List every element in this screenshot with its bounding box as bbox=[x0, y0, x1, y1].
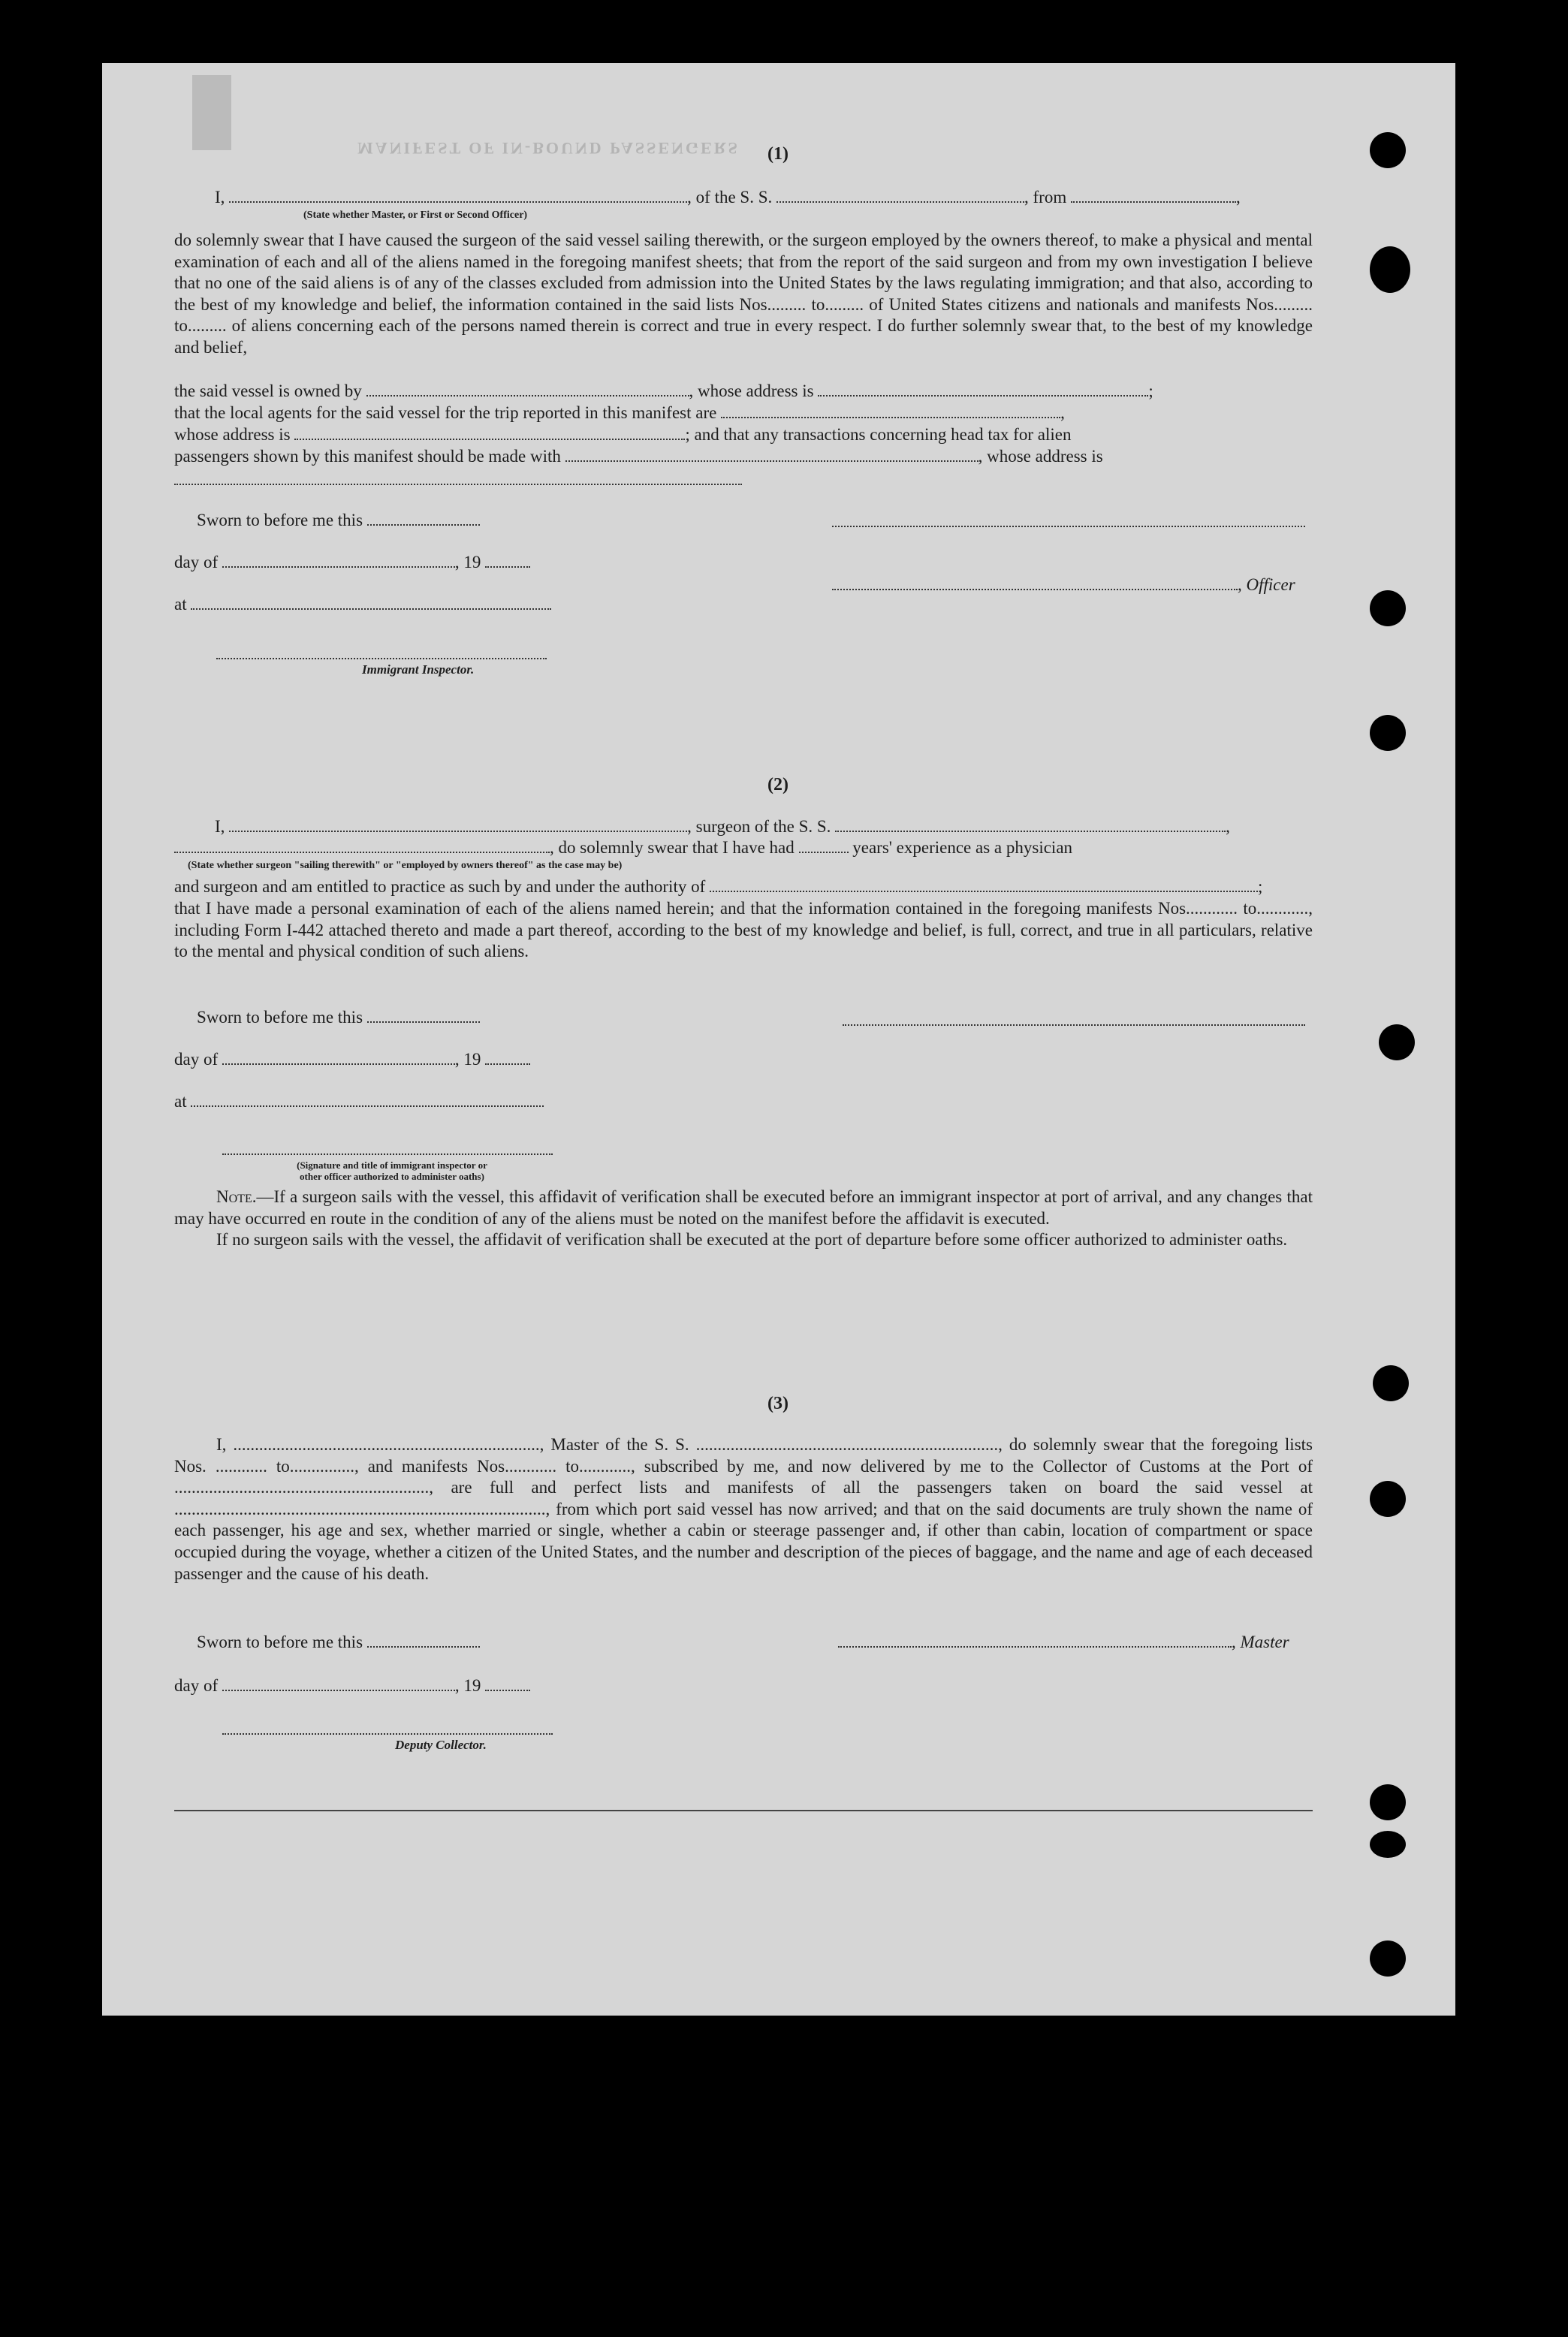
s1-address-line bbox=[174, 484, 742, 485]
s2-line2: , do solemnly swear that I have had years' experience as a physician bbox=[174, 838, 1072, 858]
s2-sworn: Sworn to before me this bbox=[197, 1008, 480, 1027]
s2-inspector-line bbox=[222, 1153, 553, 1155]
s3-collector-line bbox=[222, 1733, 553, 1735]
s3-sworn: Sworn to before me this bbox=[197, 1633, 480, 1652]
s3-master: , Master bbox=[838, 1633, 1289, 1652]
s3-day: day of , 19 bbox=[174, 1676, 530, 1696]
punch-hole bbox=[1370, 590, 1406, 626]
punch-hole bbox=[1370, 1831, 1406, 1858]
s1-agents: that the local agents for the said vessel for the trip reported in this manifest are , bbox=[174, 403, 1065, 422]
s1-officer: , Officer bbox=[832, 575, 1295, 595]
s2-surgeon-signature-line bbox=[843, 1024, 1305, 1026]
s1-passengers: passengers shown by this manifest should be made with , whose address is bbox=[174, 447, 1103, 466]
s2-sig-caption-1: (Signature and title of immigrant inspector or bbox=[297, 1159, 487, 1171]
s1-caption: (State whether Master, or First or Second Officer) bbox=[303, 210, 528, 221]
punch-hole bbox=[1379, 1024, 1415, 1060]
section-3-heading: (3) bbox=[767, 1394, 789, 1413]
s2-day: day of , 19 bbox=[174, 1050, 530, 1069]
s2-authority: and surgeon and am entitled to practice as such by and under the authority of ; bbox=[174, 877, 1263, 896]
s3-collector-caption: Deputy Collector. bbox=[395, 1738, 487, 1752]
s2-note-2: If no surgeon sails with the vessel, the affidavit of verification shall be executed at the port of departure before some officer authorized to administer oaths. bbox=[216, 1230, 1288, 1250]
s1-inspector-caption: Immigrant Inspector. bbox=[362, 662, 475, 677]
punch-hole bbox=[1370, 1481, 1406, 1517]
s2-body: that I have made a personal examination of each of the aliens named herein; and that the information contained in the foregoing manifests Nos............ to............, including Form I-442 attached thereto and made a part thereof, according to the best of my knowledge and belief, is full, correct, and true in all particulars, relative to the mental and physical condition of such aliens. bbox=[174, 899, 1313, 961]
s1-day: day of , 19 bbox=[174, 553, 530, 572]
s2-caption: (State whether surgeon "sailing therewith" or "employed by owners thereof" as the case may be) bbox=[188, 860, 623, 871]
punch-hole bbox=[1370, 1940, 1406, 1977]
s1-sworn: Sworn to before me this bbox=[197, 511, 480, 530]
s1-body: do solemnly swear that I have caused the surgeon of the said vessel sailing therewith, or the surgeon employed by the owners thereof, to make a physical and mental examination of each and all of the aliens named in the foregoing manifest sheets; that from the report of the said surgeon and from my own investigation I believe that no one of the said aliens is of any of the classes excluded from admission into the United States by the laws regulating immigration; and that also, according to the best of my knowledge and belief, the information contained in the said lists Nos......... to......... of United States citizens and nationals and manifests Nos......... to......... of aliens concerning each of the persons named therein is correct and true in every respect. I do further solemnly swear that, to the best of my knowledge and belief, bbox=[174, 231, 1313, 357]
s1-whose: whose address is ; and that any transactions concerning head tax for alien bbox=[174, 425, 1072, 444]
s2-note: Note.—If a surgeon sails with the vessel, this affidavit of verification shall be executed before an immigrant inspector at port of arrival, and any changes that may have occurred en route in the condition of any of the aliens must be noted on the manifest before the affidavit is executed. bbox=[174, 1187, 1313, 1228]
punch-hole bbox=[1370, 1784, 1406, 1820]
s1-inspector-line bbox=[216, 658, 547, 659]
s1-owned: the said vessel is owned by , whose address is ; bbox=[174, 381, 1153, 400]
document-page bbox=[102, 63, 1455, 2016]
section-2-heading: (2) bbox=[767, 775, 789, 795]
punch-hole bbox=[1370, 132, 1406, 168]
s1-master-signature-line bbox=[832, 526, 1305, 527]
bottom-rule bbox=[174, 1810, 1313, 1811]
s2-line1: I, , surgeon of the S. S. , bbox=[215, 817, 1230, 836]
s1-at: at bbox=[174, 595, 551, 614]
section-1-heading: (1) bbox=[767, 144, 789, 164]
s3-body: I, ......................................................................., Master of the S. S. ......................................................................, do solemnly swear that the foregoing lists Nos. ............ to..............., and manifests Nos............ to............, subscribed by me, and now delivered by me to the Collector of Customs at the Port of ..........................................................., are full and perfect lists and manifests of all the passengers taken on board the said vessel at ......................................................................................, from which port said vessel has now arrived; and that on the said documents are truly shown the name of each passenger, his age and sex, whether married or single, whether a cabin or steerage passenger and, if other than cabin, location of compartment or space occupied during the voyage, whether a citizen of the United States, and the number and description of the pieces of baggage, and the name and age of each deceased passenger and the cause of his death. bbox=[174, 1435, 1313, 1583]
punch-hole bbox=[1370, 715, 1406, 751]
punch-hole bbox=[1370, 246, 1410, 293]
s1-line1: I, , of the S. S. , from , bbox=[215, 188, 1241, 207]
s2-sig-caption-2: other officer authorized to administer oaths) bbox=[300, 1171, 484, 1182]
punch-hole bbox=[1373, 1365, 1409, 1401]
s2-at: at bbox=[174, 1092, 544, 1111]
bleed-through-stamp bbox=[192, 75, 231, 150]
bleed-through-text: MANIFEST OF IN-BOUND PASSENGERS bbox=[357, 139, 740, 158]
